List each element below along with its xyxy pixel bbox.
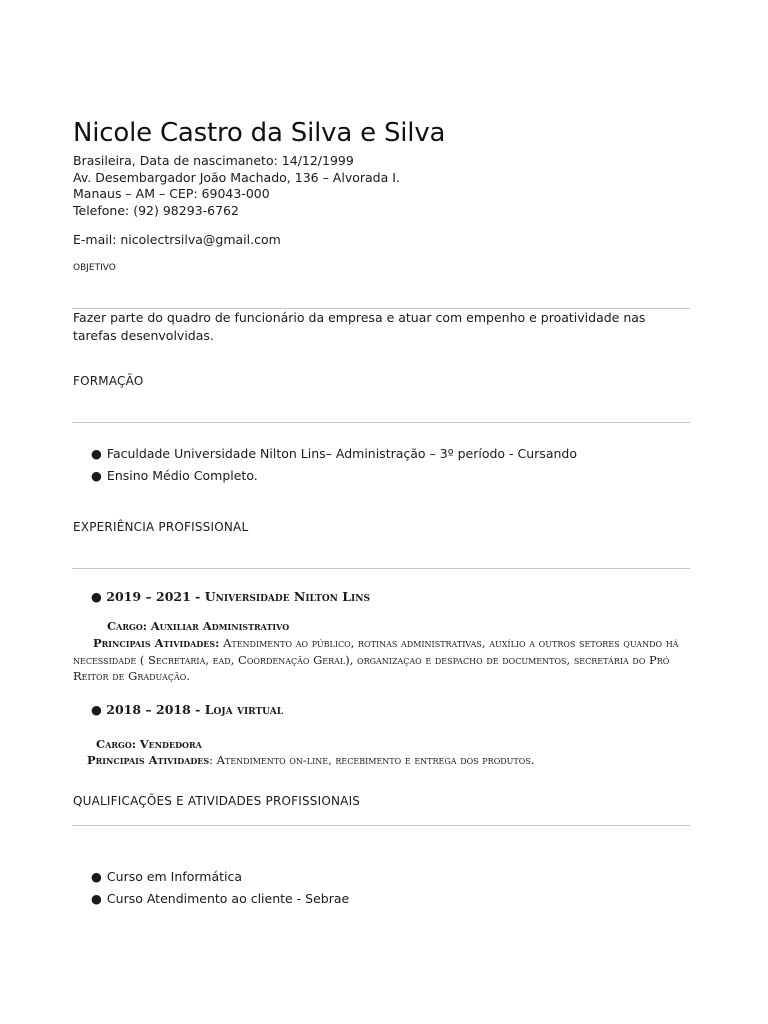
job-role [107, 619, 289, 633]
nationality-birthdate: Brasileira, Data de nascimaneto: 14/12/1999 [73, 153, 354, 168]
candidate-name: Nicole Castro da Silva e Silva [73, 118, 446, 148]
objective-text: Fazer parte do quadro de funcionário da empresa e atuar com empenho e proatividade nas tarefas desenvolvidas. [73, 310, 646, 343]
job-heading [91, 589, 370, 604]
education-title: FORMAÇÃO [73, 374, 144, 388]
activities-label: Principais Atividades [87, 753, 210, 767]
bullet-icon: ● [91, 869, 102, 884]
activities-text: : Atendimento on-line, recebimento e entrega dos produtos. [209, 753, 535, 767]
job-role [96, 737, 202, 751]
list-item [91, 891, 349, 906]
role-value: Vendedora [139, 737, 202, 751]
job-separator: - [190, 589, 205, 604]
address-city: Manaus – AM – CEP: 69043-000 [73, 186, 270, 201]
divider [72, 825, 690, 826]
activities-text: Atendimento ao público, rotinas administrativas, auxílio a outros setores quando há necessidade ( Secretaria, ead, Coordenação Geral), organizaçao e despacho de documentos, secretária do Pró Reitor de Graduação. [73, 636, 679, 683]
bullet-icon: ● [91, 468, 102, 483]
bullet-icon: ● [91, 589, 102, 604]
list-item [91, 468, 258, 483]
divider [72, 568, 690, 569]
qualification-item: Curso em Informática [106, 869, 243, 884]
job-company: Loja virtual [204, 702, 284, 717]
list-item [91, 869, 242, 884]
role-label: Cargo: [107, 619, 148, 633]
objective-label: OBJETIVO [73, 263, 116, 273]
job-separator: - [190, 702, 205, 717]
list-item [91, 446, 577, 461]
bullet-icon: ● [91, 702, 102, 717]
role-value: Auxiliar Administrativo [150, 619, 290, 633]
address-street: Av. Desembargador João Machado, 136 – Alvorada I. [73, 170, 400, 185]
phone: Telefone: (92) 98293-6762 [73, 203, 239, 218]
divider [72, 422, 690, 423]
bullet-icon: ● [91, 446, 102, 461]
experience-title: EXPERIÊNCIA PROFISSIONAL [73, 520, 249, 534]
qualifications-title: QUALIFICAÇÕES E ATIVIDADES PROFISSIONAIS [73, 794, 361, 808]
job-activities [87, 753, 534, 767]
email: E-mail: nicolectrsilva@gmail.com [73, 232, 281, 247]
job-period: 2018 – 2018 [106, 702, 191, 717]
education-item: Faculdade Universidade Nilton Lins– Administração – 3º período - Cursando [106, 446, 577, 461]
role-label: Cargo: [96, 737, 137, 751]
qualification-item: Curso Atendimento ao cliente - Sebrae [106, 891, 350, 906]
job-period: 2019 – 2021 [106, 589, 191, 604]
education-item: Ensino Médio Completo. [106, 468, 258, 483]
job-company: Universidade Nilton Lins [204, 589, 370, 604]
bullet-icon: ● [91, 891, 102, 906]
job-heading [91, 702, 283, 717]
job-activities [73, 635, 688, 685]
activities-label: Principais Atividades: [93, 636, 220, 650]
